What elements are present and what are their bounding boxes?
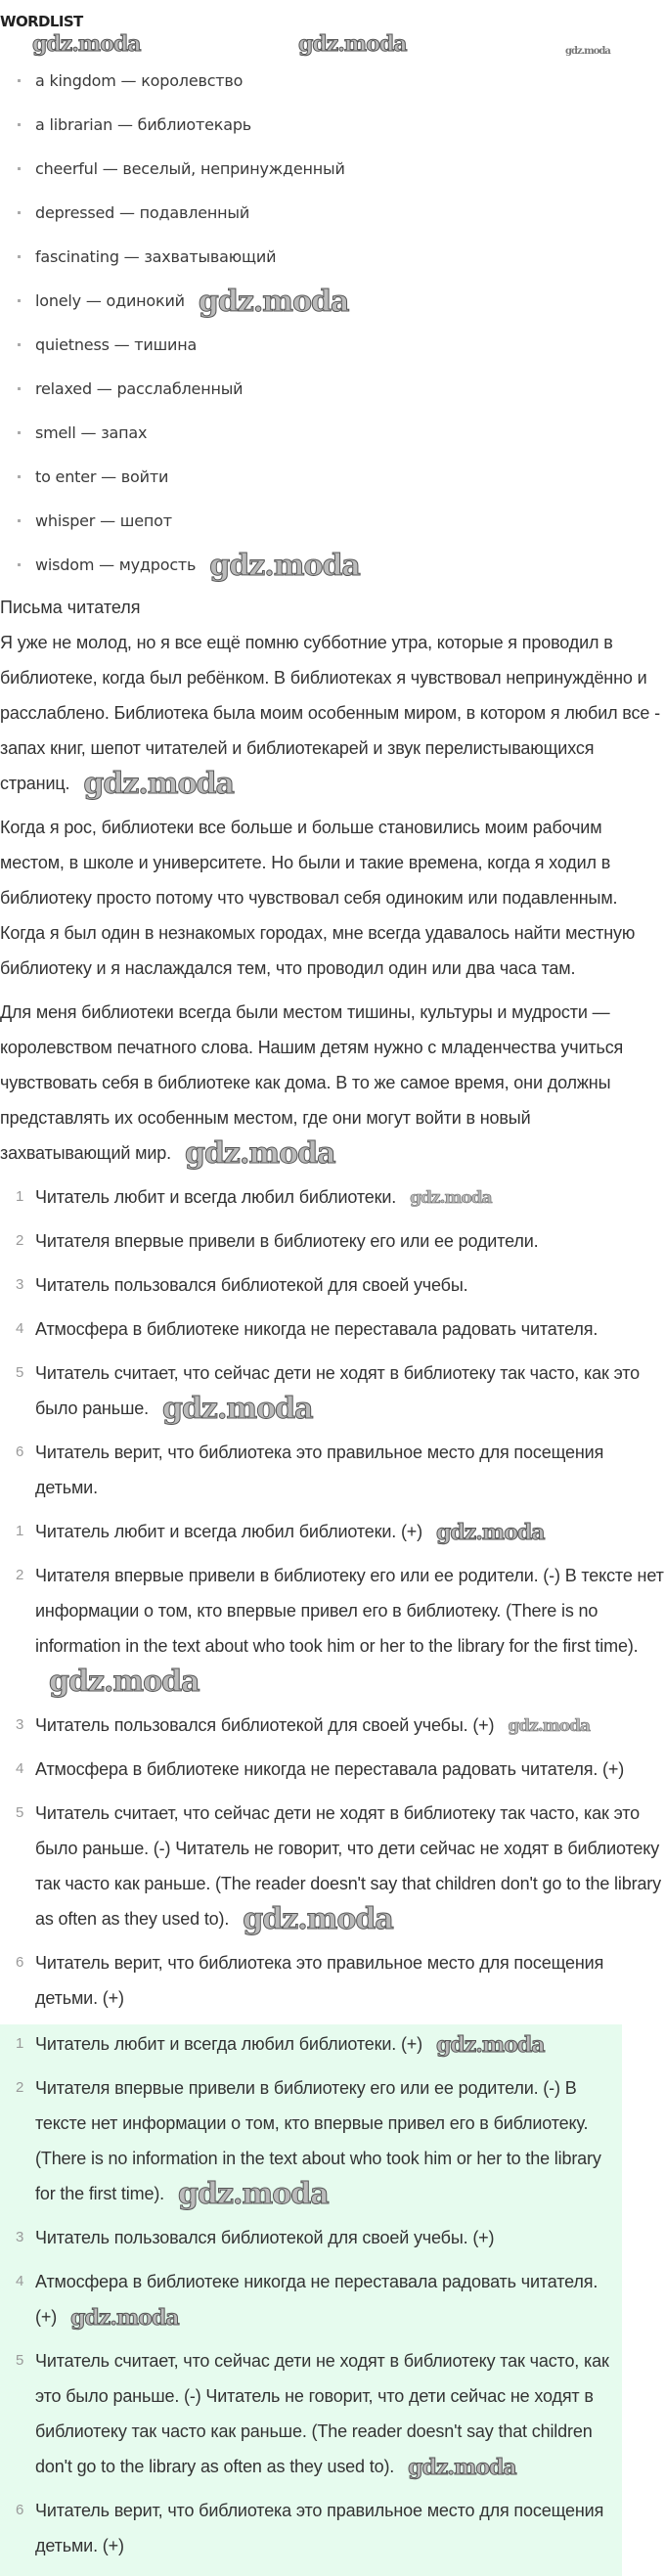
- bullet-icon: [18, 167, 21, 170]
- watermark: gdz.moda: [298, 31, 407, 57]
- answer-item: 4 Атмосфера в библиотеке никогда не переставала радовать читателя. (+) gdz.moda: [16, 2272, 598, 2332]
- watermark: gdz.moda: [178, 2177, 329, 2212]
- paragraph: Когда я рос, библиотеки все больше и больше становились моим рабочим местом, в школе и университете. Но были и такие времена, когда я ходил в библиотеку просто потому что чувствовал себя одиноким или подавленным. Когда я был один в незнакомых городах, мне всегда удавалось найти местную библиотеку и я наслаждался тем, что проводил один или два часа там.: [0, 818, 636, 978]
- section-heading: Письма читателя: [0, 598, 141, 617]
- bullet-icon: [18, 475, 21, 478]
- wordlist-item: to enter — войти: [0, 463, 665, 507]
- answer-item: 5 Читатель считает, что сейчас дети не ходят в библиотеку так часто, как это было раньше. (-) Читатель не говорит, что дети сейчас не ходят в библиотеку так часто как раньше. (The reader doesn't say that children don't go to the library as often as they used to). gdz.moda: [16, 2351, 609, 2481]
- answer-item: 5 Читатель считает, что сейчас дети не ходят в библиотеку так часто, как это было раньше. (-) Читатель не говорит, что дети сейчас не ходят в библиотеку так часто как раньше. (The reader doesn't say that children don't go to the library as often as they used to). gdz.moda: [16, 1803, 662, 1937]
- statement-item: 2 Читателя впервые привели в библиотеку его или ее родители.: [16, 1231, 539, 1251]
- paragraph: Для меня библиотеки всегда были местом тишины, культуры и мудрости — королевством печатного слова. Нашим детям нужно с младенчества учиться чувствовать себя в библиотеке как дома. В то же самое время, они должны представлять их особенным местом, где они могут войти в новый захватывающий мир. gdz.moda: [0, 1002, 624, 1172]
- wordlist-item: a kingdom — королевство: [0, 67, 665, 111]
- bullet-icon: [18, 79, 21, 82]
- wordlist-item: lonely — одинокий gdz.moda: [0, 287, 665, 331]
- wordlist-title: WORDLIST: [0, 13, 83, 30]
- wordlist-item: relaxed — расслабленный: [0, 375, 665, 419]
- statements-list: [0, 1179, 665, 1505]
- bullet-icon: [18, 211, 21, 214]
- watermark: gdz.moda: [408, 2455, 516, 2481]
- answer-item: 1 Читатель любит и всегда любил библиотеки. (+) gdz.moda: [16, 1520, 545, 1546]
- watermark: gdz.moda: [209, 548, 360, 583]
- wordlist-item: wisdom — мудрость gdz.moda: [0, 551, 665, 595]
- watermark: gdz.moda: [49, 1665, 200, 1700]
- answer-item: 2 Читателя впервые привели в библиотеку его или ее родители. (-) В тексте нет информации о том, кто впервые привел его в библиотеку. (There is no information in the text about who took him or her to the library for the first time).gdz.moda: [16, 1566, 664, 1700]
- wordlist-item: quietness — тишина: [0, 331, 665, 375]
- answers-list: [0, 1514, 665, 2016]
- bullet-icon: [18, 255, 21, 258]
- statement-item: 6 Читатель верит, что библиотека это правильное место для посещения детьми.: [16, 1443, 604, 1497]
- watermark: gdz.moda: [70, 2305, 179, 2332]
- wordlist-item: depressed — подавленный: [0, 199, 665, 243]
- wordlist-item: whisper — шепот: [0, 507, 665, 551]
- watermark: gdz.moda: [184, 1136, 335, 1172]
- answer-item: 6 Читатель верит, что библиотека это правильное место для посещения детьми. (+): [16, 2501, 604, 2555]
- highlighted-answers-box: [0, 2024, 622, 2576]
- watermark: gdz.moda: [32, 31, 141, 57]
- wordlist-item: fascinating — захватывающий: [0, 243, 665, 287]
- statement-item: 1 Читатель любит и всегда любил библиотеки. gdz.moda: [16, 1187, 492, 1208]
- bullet-icon: [18, 343, 21, 346]
- bullet-icon: [18, 387, 21, 390]
- bullet-icon: [18, 563, 21, 566]
- statement-item: 5 Читатель считает, что сейчас дети не ходят в библиотеку так часто, как это было раньше. gdz.moda: [16, 1363, 640, 1427]
- watermark: gdz.moda: [436, 1520, 545, 1546]
- wordlist: [0, 67, 665, 595]
- statement-item: 3 Читатель пользовался библиотекой для своей учебы.: [16, 1275, 468, 1295]
- watermark: gdz.moda: [161, 1392, 313, 1427]
- watermark: gdz.moda: [508, 1715, 590, 1736]
- bullet-icon: [18, 519, 21, 522]
- answer-item: 3 Читатель пользовался библиотекой для своей учебы. (+) gdz.moda: [16, 1715, 590, 1736]
- watermark: gdz.moda: [565, 46, 610, 57]
- wordlist-item: a librarian — библиотекарь: [0, 111, 665, 155]
- watermark-row: [0, 31, 665, 67]
- answer-item: 3 Читатель пользовался библиотекой для своей учебы. (+): [16, 2228, 495, 2247]
- paragraph: Я уже не молод, но я все ещё помню субботние утра, которые я проводил в библиотеке, когда был ребёнком. В библиотеках я чувствовал непринуждённо и расслаблено. Библиотека была моим особенным миром, в котором я любил все - запах книг, шепот читателей и библиотекарей и звук перелистывающихся страниц. gdz.moda: [0, 633, 660, 802]
- answer-item: 1 Читатель любит и всегда любил библиотеки. (+) gdz.moda: [16, 2032, 545, 2059]
- watermark: gdz.moda: [436, 2032, 545, 2059]
- watermark: gdz.moda: [198, 284, 349, 319]
- answer-item: 6 Читатель верит, что библиотека это правильное место для посещения детьми. (+): [16, 1953, 604, 2008]
- highlighted-answers-list: [0, 2026, 616, 2563]
- answer-item: 4 Атмосфера в библиотеке никогда не переставала радовать читателя. (+): [16, 1759, 625, 1779]
- bullet-icon: [18, 431, 21, 434]
- bullet-icon: [18, 123, 21, 126]
- watermark: gdz.moda: [243, 1902, 393, 1937]
- statement-item: 4 Атмосфера в библиотеке никогда не переставала радовать читателя.: [16, 1319, 598, 1339]
- watermark: gdz.moda: [83, 767, 234, 802]
- watermark: gdz.moda: [410, 1187, 492, 1208]
- wordlist-item: smell — запах: [0, 419, 665, 463]
- wordlist-item: cheerful — веселый, непринужденный: [0, 155, 665, 199]
- answer-item: 2 Читателя впервые привели в библиотеку его или ее родители. (-) В тексте нет информации о том, кто впервые привел его в библиотеку. (There is no information in the text about who took him or her to the library for the first time). gdz.moda: [16, 2078, 601, 2212]
- bullet-icon: [18, 299, 21, 302]
